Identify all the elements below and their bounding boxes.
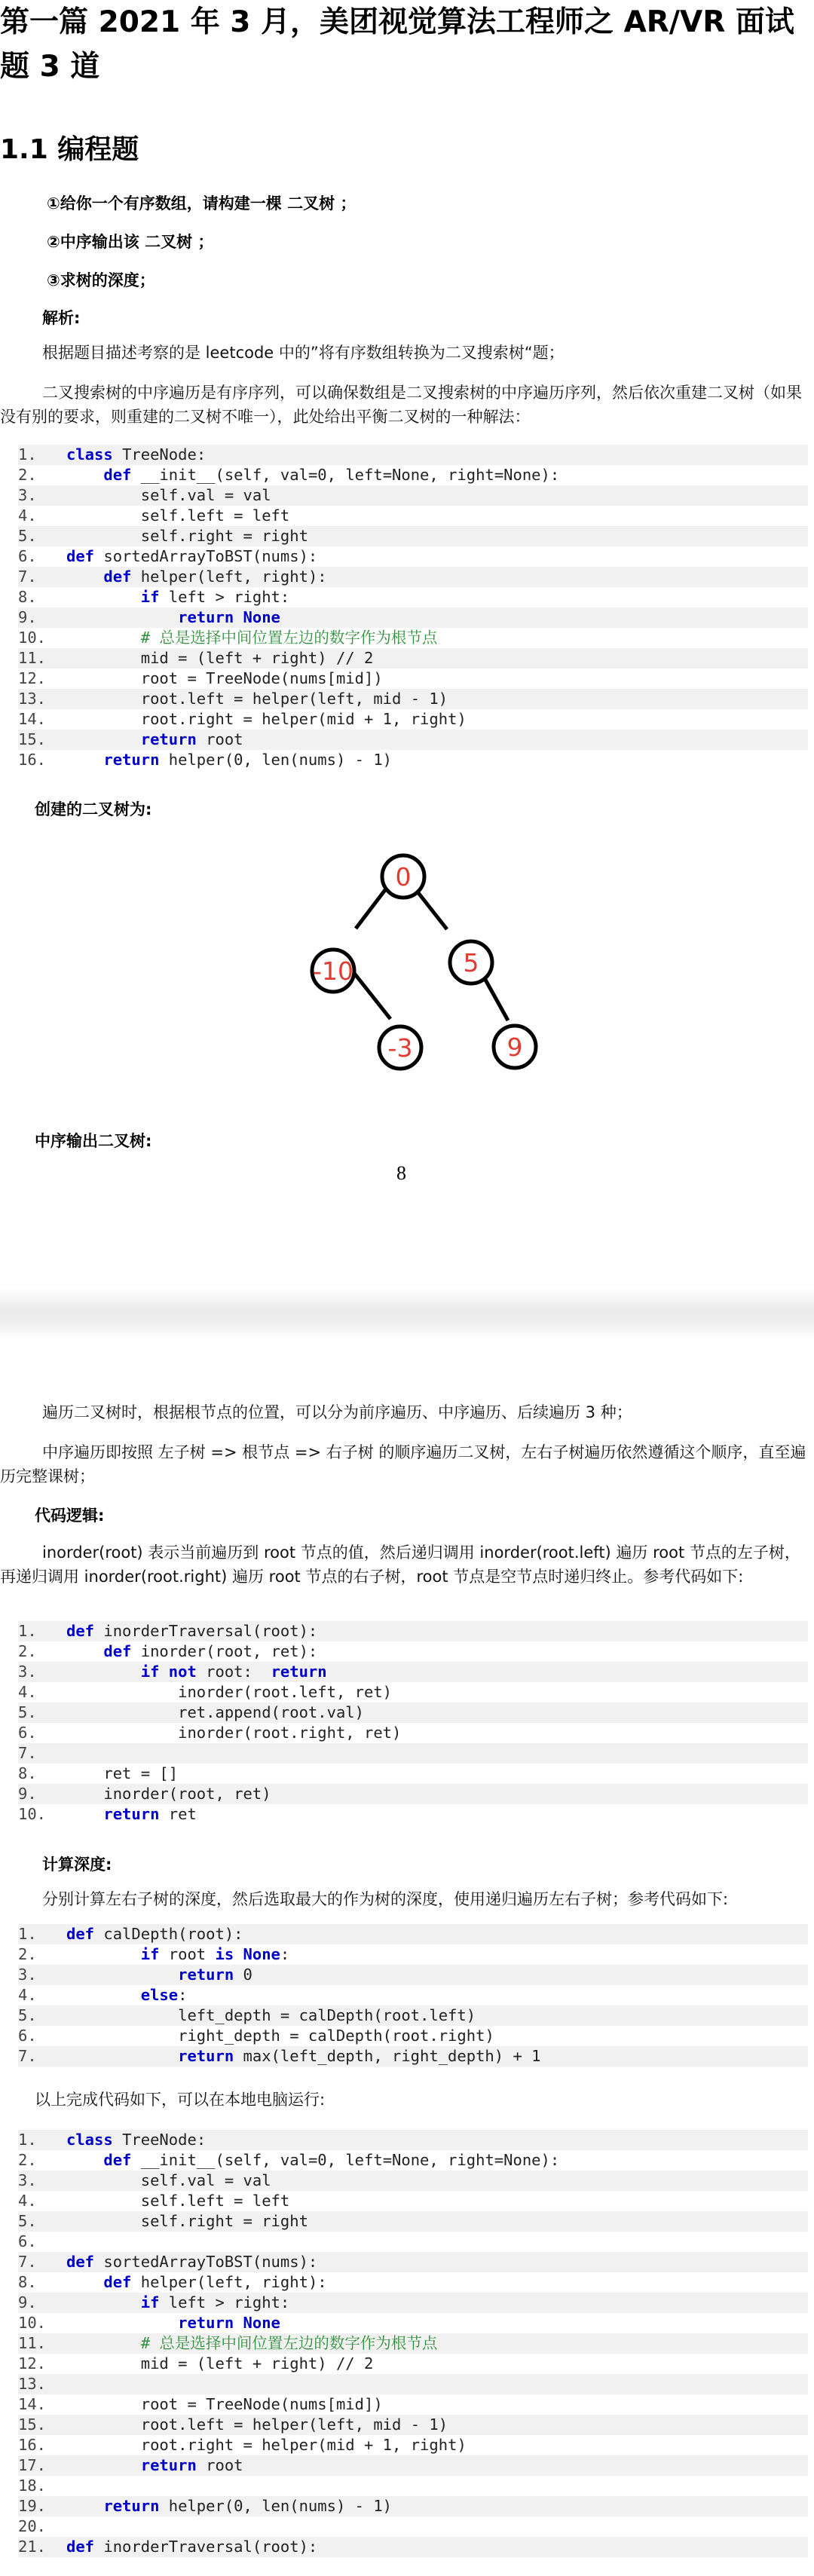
code-line [18, 2374, 808, 2394]
line-number: 2. [18, 466, 37, 484]
code-line [18, 587, 808, 607]
line-number: 3. [18, 486, 37, 504]
document-page-2 [0, 1340, 814, 2576]
line-number: 3. [18, 2171, 37, 2189]
code-text: return None [178, 2314, 280, 2332]
code-line [18, 2333, 808, 2354]
tree-node-0: 0 [395, 862, 412, 892]
code-line [18, 485, 808, 506]
code-line [18, 750, 808, 770]
code-line [18, 2232, 808, 2252]
line-number: 8. [18, 588, 37, 606]
code-text: def calDepth(root): [66, 1925, 243, 1943]
line-number: 6. [18, 547, 37, 565]
code-line [18, 2191, 808, 2211]
line-number: 4. [18, 2192, 37, 2210]
line-number: 5. [18, 527, 37, 545]
code-block-inorder-traversal [18, 1621, 808, 1825]
tree-node-neg10: -10 [313, 956, 353, 986]
code-text: def inorderTraversal(root): [66, 1622, 318, 1640]
code-line [18, 1985, 808, 2005]
code-text: class TreeNode: [66, 445, 207, 463]
code-text: def sortedArrayToBST(nums): [66, 547, 318, 565]
code-text: def inorder(root, ret): [103, 1642, 318, 1660]
code-text: return None [178, 608, 280, 626]
code-line [18, 2150, 808, 2171]
inorder-label: 中序输出二叉树: [35, 1132, 152, 1150]
code-text: # 总是选择中间位置左边的数字作为根节点 [140, 2334, 438, 2352]
analysis-label: 解析: [42, 309, 81, 327]
line-number: 5. [18, 1703, 37, 1721]
code-line [18, 2005, 808, 2026]
line-number: 1. [18, 1925, 37, 1943]
code-line [18, 1641, 808, 1662]
depth-label: 计算深度: [42, 1856, 112, 1874]
section-title: 1.1 编程题 [0, 134, 139, 165]
code-text: return helper(0, len(nums) - 1) [103, 2497, 393, 2515]
line-number: 11. [18, 2334, 47, 2352]
code-line [18, 2026, 808, 2046]
line-number: 2. [18, 1642, 37, 1660]
code-text: def __init__(self, val=0, left=None, right=None): [103, 466, 560, 484]
line-number: 2. [18, 2151, 37, 2169]
code-line [18, 1682, 808, 1703]
line-number: 2. [18, 1945, 37, 1963]
line-number: 5. [18, 2212, 37, 2230]
line-number: 1. [18, 445, 37, 463]
code-line [18, 465, 808, 485]
code-line [18, 1723, 808, 1743]
code-text: self.right = right [140, 2212, 308, 2230]
line-number: 1. [18, 1622, 37, 1640]
code-line [18, 628, 808, 648]
line-number: 6. [18, 1724, 37, 1742]
code-line [18, 1703, 808, 1723]
code-block-complete [18, 2130, 808, 2557]
code-line [18, 689, 808, 709]
code-line [18, 546, 808, 567]
line-number: 19. [18, 2497, 47, 2515]
code-line [18, 668, 808, 689]
line-number: 8. [18, 2273, 37, 2291]
code-line [18, 1662, 808, 1682]
line-number: 6. [18, 2232, 37, 2250]
line-number: 12. [18, 669, 47, 687]
code-line [18, 445, 808, 465]
line-number: 8. [18, 1764, 37, 1782]
code-text: ret = [] [103, 1764, 179, 1782]
code-line [18, 2394, 808, 2415]
page-separator [0, 1287, 814, 1340]
line-number: 10. [18, 629, 47, 647]
code-line [18, 648, 808, 668]
code-line [18, 2171, 808, 2191]
code-text: return helper(0, len(nums) - 1) [103, 751, 393, 769]
code-line [18, 1804, 808, 1825]
code-text: return 0 [178, 1966, 252, 1984]
line-number: 16. [18, 2436, 47, 2454]
code-line [18, 2293, 808, 2313]
line-number: 10. [18, 1805, 47, 1823]
code-line [18, 506, 808, 526]
line-number: 4. [18, 1986, 37, 2004]
code-line [18, 2046, 808, 2067]
line-number: 9. [18, 2293, 37, 2311]
code-line [18, 1944, 808, 1965]
tree-node-9: 9 [506, 1033, 523, 1062]
line-number: 15. [18, 2415, 47, 2434]
code-line [18, 2272, 808, 2293]
code-text: mid = (left + right) // 2 [140, 649, 374, 667]
question-3: ③求树的深度； [47, 271, 155, 289]
line-number: 21. [18, 2538, 47, 2556]
code-line [18, 1743, 808, 1764]
code-text: else: [140, 1986, 188, 2004]
code-block-cal-depth [18, 1924, 808, 2067]
code-line [18, 2415, 808, 2435]
code-text: if left > right: [140, 2293, 290, 2311]
code-text: return root [140, 2456, 243, 2474]
code-text: root.left = helper(left, mid - 1) [140, 2415, 448, 2434]
line-number: 15. [18, 730, 47, 748]
code-text: if left > right: [140, 588, 290, 606]
code-text: if root is None: [140, 1945, 290, 1963]
line-number: 7. [18, 2047, 37, 2065]
code-text: root.left = helper(left, mid - 1) [140, 690, 448, 708]
code-line [18, 567, 808, 587]
code-text: return max(left_depth, right_depth) + 1 [178, 2047, 541, 2065]
line-number: 14. [18, 2395, 47, 2413]
code-line [18, 2476, 808, 2496]
paragraph-bst: 二叉搜索树的中序遍历是有序序列，可以确保数组是二叉搜索树的中序遍历序列，然后依次重建二叉树（如果没有别的要求，则重建的二叉树不唯一），此处给出平衡二叉树的一种解法： [0, 384, 802, 426]
line-number: 17. [18, 2456, 47, 2474]
line-number: 3. [18, 1966, 37, 1984]
code-text: def inorderTraversal(root): [66, 2538, 318, 2556]
tree-node-5: 5 [463, 948, 479, 977]
code-text: self.right = right [140, 527, 308, 545]
code-line [18, 2130, 808, 2150]
document-page-1 [0, 0, 814, 1287]
code-line [18, 2537, 808, 2557]
line-number: 5. [18, 2006, 37, 2024]
code-text: left_depth = calDepth(root.left) [178, 2006, 476, 2024]
code-line [18, 1621, 808, 1641]
code-text: inorder(root, ret) [103, 1785, 271, 1803]
code-text: return ret [103, 1805, 197, 1823]
line-number: 18. [18, 2477, 47, 2495]
line-number: 7. [18, 1744, 37, 1762]
code-text: right_depth = calDepth(root.right) [178, 2027, 494, 2045]
line-number: 11. [18, 649, 47, 667]
code-text: ret.append(root.val) [178, 1703, 364, 1721]
code-line [18, 2496, 808, 2516]
code-text: root = TreeNode(nums[mid]) [140, 2395, 383, 2413]
code-line [18, 2211, 808, 2232]
line-number: 10. [18, 2314, 47, 2332]
line-number: 4. [18, 1683, 37, 1701]
line-number: 9. [18, 608, 37, 626]
code-line [18, 1764, 808, 1784]
line-number: 7. [18, 2253, 37, 2271]
document-title: 第一篇 2021 年 3 月，美团视觉算法工程师之 AR/VR 面试题 3 道 [0, 5, 794, 84]
line-number: 14. [18, 710, 47, 728]
binary-tree-diagram [301, 844, 550, 1093]
code-line [18, 2516, 808, 2537]
code-line [18, 730, 808, 750]
paragraph-complete: 以上完成代码如下，可以在本地电脑运行: [35, 2091, 326, 2109]
tree-label: 创建的二叉树为: [35, 800, 152, 818]
paragraph-depth: 分别计算左右子树的深度，然后选取最大的作为树的深度，使用递归遍历左右子树；参考代码如下: [42, 1890, 729, 1908]
question-2: ②中序输出该 二叉树 ； [47, 233, 214, 251]
code-line [18, 1924, 808, 1944]
code-text: def sortedArrayToBST(nums): [66, 2253, 318, 2271]
paragraph-inorder: 中序遍历即按照 左子树 => 根节点 => 右子树 的顺序遍历二叉树，左右子树遍历依然遵循这个顺序，直至遍历完整课树； [0, 1443, 806, 1485]
line-number: 13. [18, 2375, 47, 2393]
code-text: mid = (left + right) // 2 [140, 2354, 374, 2373]
code-text: # 总是选择中间位置左边的数字作为根节点 [140, 629, 438, 647]
code-line [18, 2354, 808, 2374]
code-text: root.right = helper(mid + 1, right) [140, 2436, 467, 2454]
code-line [18, 607, 808, 628]
code-text: class TreeNode: [66, 2131, 207, 2149]
code-block-sorted-array-to-bst [18, 445, 808, 770]
code-text: inorder(root.right, ret) [178, 1724, 402, 1742]
code-text: root = TreeNode(nums[mid]) [140, 669, 383, 687]
code-line [18, 2435, 808, 2455]
line-number: 7. [18, 568, 37, 586]
code-line [18, 2313, 808, 2333]
code-line [18, 1784, 808, 1804]
code-text: self.left = left [140, 506, 290, 525]
code-text: if not root: return [140, 1663, 327, 1681]
code-text: root.right = helper(mid + 1, right) [140, 710, 467, 728]
code-text: inorder(root.left, ret) [178, 1683, 393, 1701]
code-text: def helper(left, right): [103, 2273, 327, 2291]
line-number: 1. [18, 2131, 37, 2149]
code-text: self.val = val [140, 486, 271, 504]
paragraph-logic: inorder(root) 表示当前遍历到 root 节点的值，然后递归调用 inorder(root.left) 遍历 root 节点的左子树，再递归调用 inorder(root.right) 遍历 root 节点的右子树，root 节点是空节点时递归终止。参考代码如下: [0, 1543, 800, 1586]
code-line [18, 526, 808, 546]
line-number: 20. [18, 2517, 47, 2535]
question-1: ①给你一个有序数组，请构建一棵 二叉树 ； [47, 194, 357, 213]
code-text: def helper(left, right): [103, 568, 327, 586]
line-number: 13. [18, 690, 47, 708]
line-number: 16. [18, 751, 47, 769]
paragraph-traversal: 遍历二叉树时，根据根节点的位置，可以分为前序遍历、中序遍历、后续遍历 3 种； [42, 1403, 632, 1421]
code-text: self.left = left [140, 2192, 290, 2210]
inorder-output-value: 8 [396, 1162, 406, 1184]
code-logic-label: 代码逻辑: [35, 1507, 105, 1525]
code-line [18, 709, 808, 730]
code-line [18, 2252, 808, 2272]
line-number: 4. [18, 506, 37, 525]
paragraph-leetcode: 根据题目描述考察的是 leetcode 中的”将有序数组转换为二叉搜索树“题； [42, 344, 565, 362]
line-number: 3. [18, 1663, 37, 1681]
code-line [18, 1965, 808, 1985]
code-line [18, 2455, 808, 2476]
line-number: 12. [18, 2354, 47, 2373]
code-text: return root [140, 730, 243, 748]
tree-node-neg3: -3 [387, 1033, 413, 1063]
line-number: 9. [18, 1785, 37, 1803]
code-text: self.val = val [140, 2171, 271, 2189]
code-text: def __init__(self, val=0, left=None, right=None): [103, 2151, 560, 2169]
line-number: 6. [18, 2027, 37, 2045]
